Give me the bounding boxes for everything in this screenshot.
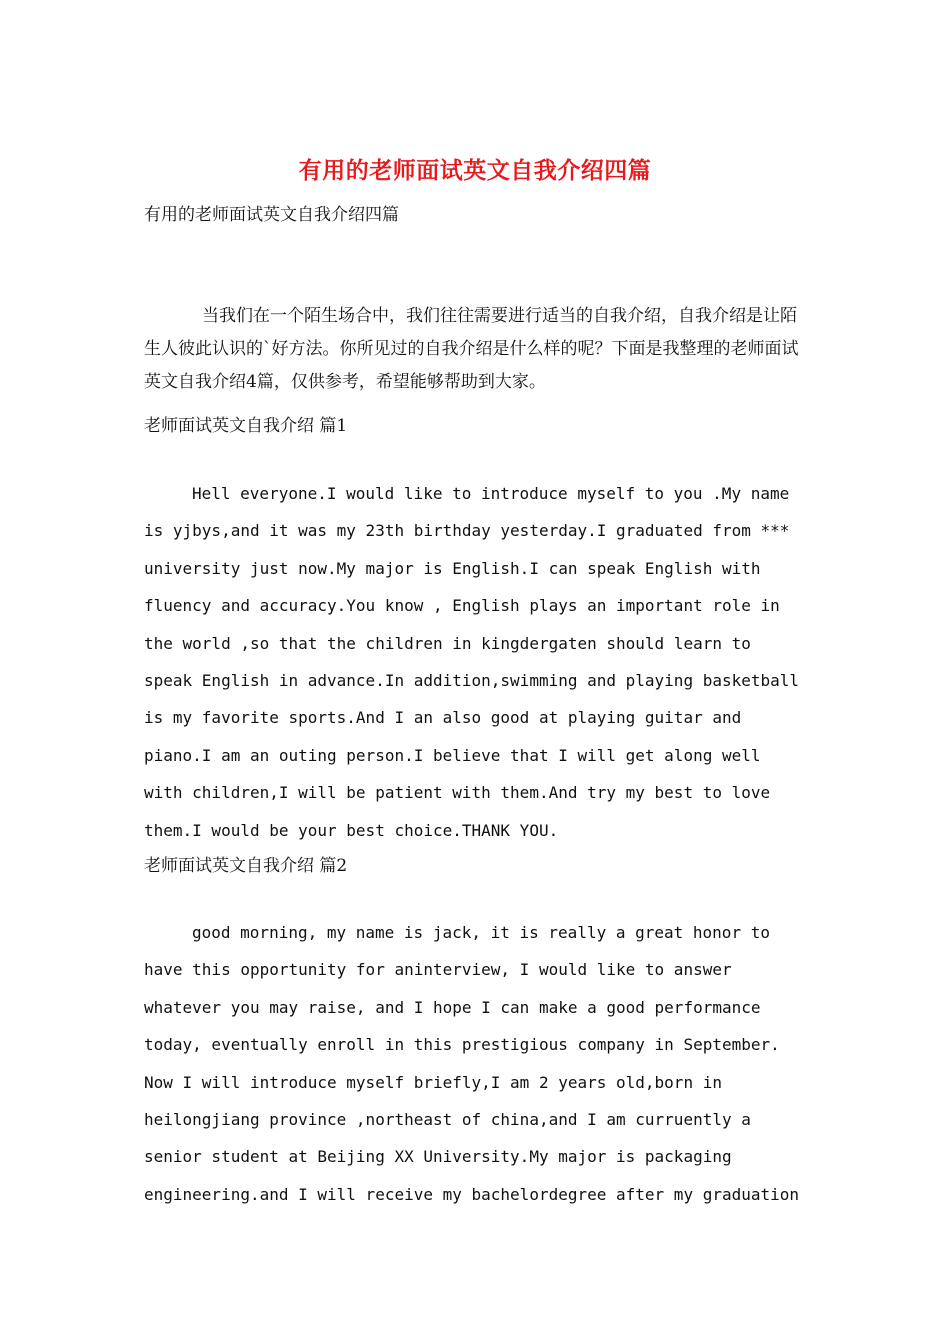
document-subtitle: 有用的老师面试英文自我介绍四篇 bbox=[144, 205, 399, 225]
section-body: good morning, my name is jack, it is really a great honor to have this opportunity for aninterview, I would like to answer whatever you may raise, and I hope I can make a good performance today, eventually enroll in this prestigious company in September. Now I will introduce myself briefly,I am 2 years old,born in heilongjiang province ,northeast of china,and I am curruently a senior student at Beijing XX University.My major is packaging engineering.and I will receive my bachelordegree after my graduation bbox=[144, 923, 800, 1204]
document-title: 有用的老师面试英文自我介绍四篇 bbox=[298, 157, 652, 184]
section-body: Hell everyone.I would like to introduce myself to you .My name is yjbys,and it was my 23th birthday yesterday.I graduated from *** university just now.My major is English.I can speak English with fluency and accuracy.You know , English plays an important role in the world ,so that the children in kingdergaten should learn to speak English in advance.In addition,swimming and playing basketball is my favorite sports.And I an also good at playing guitar and piano.I am an outing person.I believe that I will get along well with children,I will be patient with them.And try my best to love them.I would be your best choice.THANK YOU. bbox=[144, 484, 800, 840]
section-heading: 老师面试英文自我介绍 篇1 bbox=[144, 416, 348, 436]
intro-paragraph: 当我们在一个陌生场合中，我们往往需要进行适当的自我介绍，自我介绍是让陌生人彼此认识的`好方法。你所见过的自我介绍是什么样的呢？下面是我整理的老师面试英文自我介绍4篇，仅供参考，希望能够帮助到大家。 bbox=[144, 306, 799, 392]
section-heading: 老师面试英文自我介绍 篇2 bbox=[144, 856, 348, 876]
